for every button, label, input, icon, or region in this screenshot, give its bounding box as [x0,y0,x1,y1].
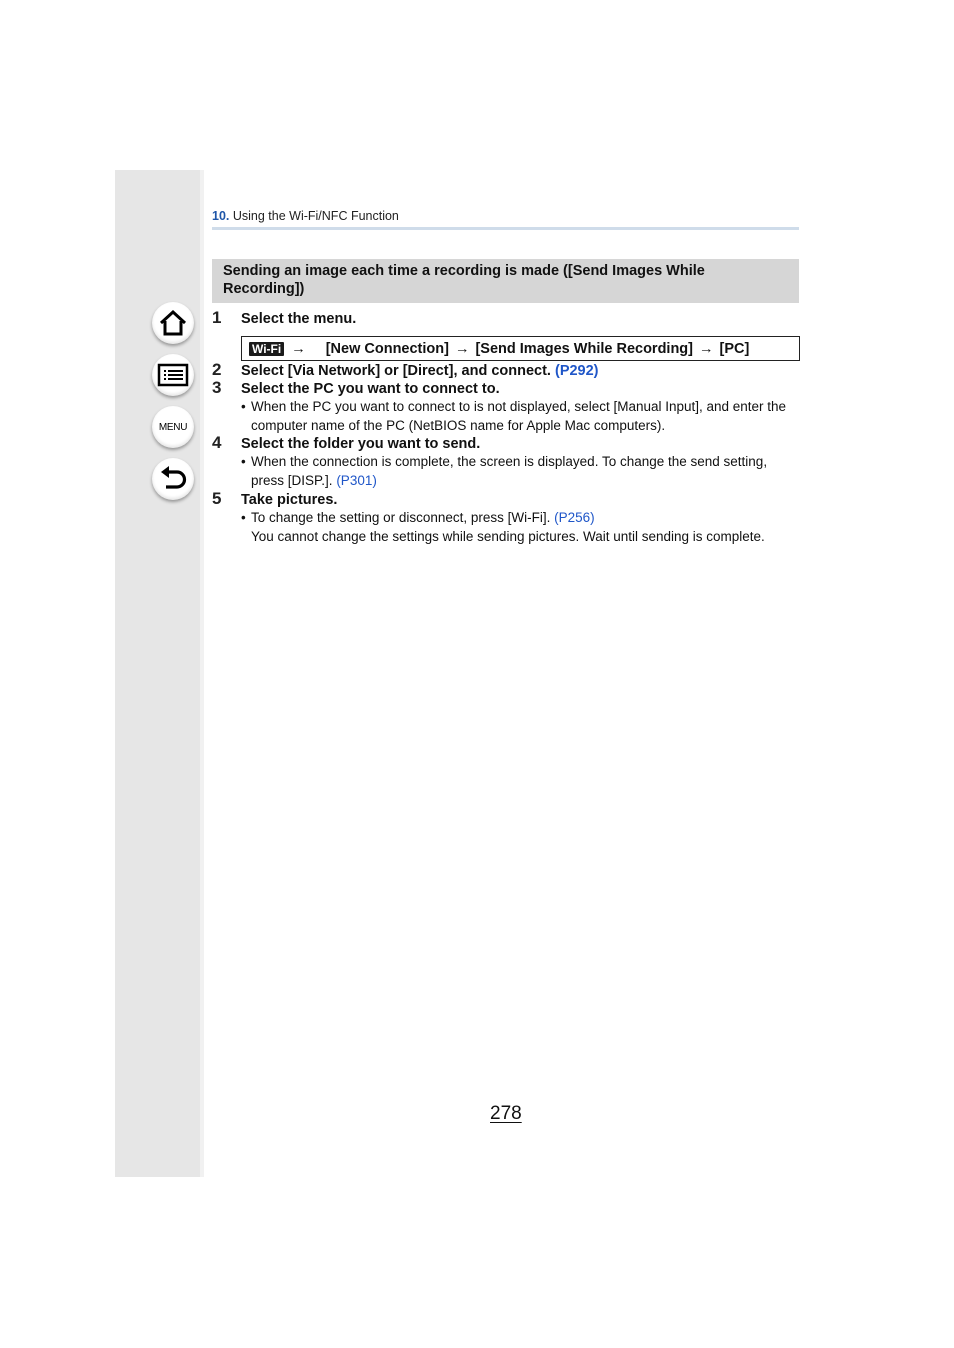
step-number: 3 [212,378,222,397]
step-number: 1 [212,308,222,327]
back-arrow-icon [158,464,188,494]
page-link-p292[interactable]: (P292) [554,363,599,379]
step-text [241,363,599,379]
step-number: 4 [212,433,222,452]
menu-item-send-images: [Send Images While Recording] [475,340,693,357]
home-button[interactable] [152,302,194,344]
section-title: Sending an image each time a recording is made ([Send Images While Recording]) [212,259,799,303]
list-icon [157,362,189,388]
note-text [241,453,801,490]
note-text-continued: You cannot change the settings while sending pictures. Wait until sending is complete. [251,528,765,544]
page-link-p256[interactable]: (P256) [554,510,595,525]
back-button[interactable] [152,458,194,500]
menu-path [241,336,800,361]
note-text: When the PC you want to connect to is not displayed, select [Manual Input], and enter the computer name of the PC (NetBIOS name for Apple Mac computers). [251,399,787,433]
chapter-header [212,209,799,223]
menu-item-pc: [PC] [719,340,750,357]
note-item [241,453,801,490]
step-text-body: Select [Via Network] or [Direct], and connect. [241,363,551,379]
step-text: Select the menu. [241,311,357,327]
note-text-body: When the connection is complete, the screen is displayed. To change the send setting, press [DISP.]. [251,454,768,488]
note-text [241,509,801,546]
arrow-icon: → [454,340,470,357]
step-text: Select the PC you want to connect to. [241,381,500,397]
contents-button[interactable] [152,354,194,396]
bullet-icon: • [241,510,246,525]
header-divider [212,227,799,230]
bullet-icon: • [241,399,246,414]
note-text-body: To change the setting or disconnect, press [Wi-Fi]. [251,510,551,525]
home-icon [158,308,188,338]
sidebar-edge [200,170,204,1177]
chapter-number: 10. [212,209,230,223]
note-item [241,509,801,546]
arrow-icon: → [291,340,306,357]
note-item [241,398,801,435]
arrow-icon: → [699,340,714,357]
page-link-p301[interactable]: (P301) [336,472,377,488]
menu-item-new-connection: [New Connection] [325,340,449,357]
menu-label: MENU [158,421,188,433]
step-text: Take pictures. [241,492,338,508]
bullet-icon: • [241,454,246,469]
chapter-title: Using the Wi-Fi/NFC Function [232,209,399,223]
menu-button[interactable] [152,406,194,448]
page-number: 278 [490,1103,522,1124]
wifi-button-badge: Wi-Fi [249,342,284,356]
step-number: 5 [212,489,222,508]
step-text: Select the folder you want to send. [241,436,481,452]
step-number: 2 [212,360,222,379]
